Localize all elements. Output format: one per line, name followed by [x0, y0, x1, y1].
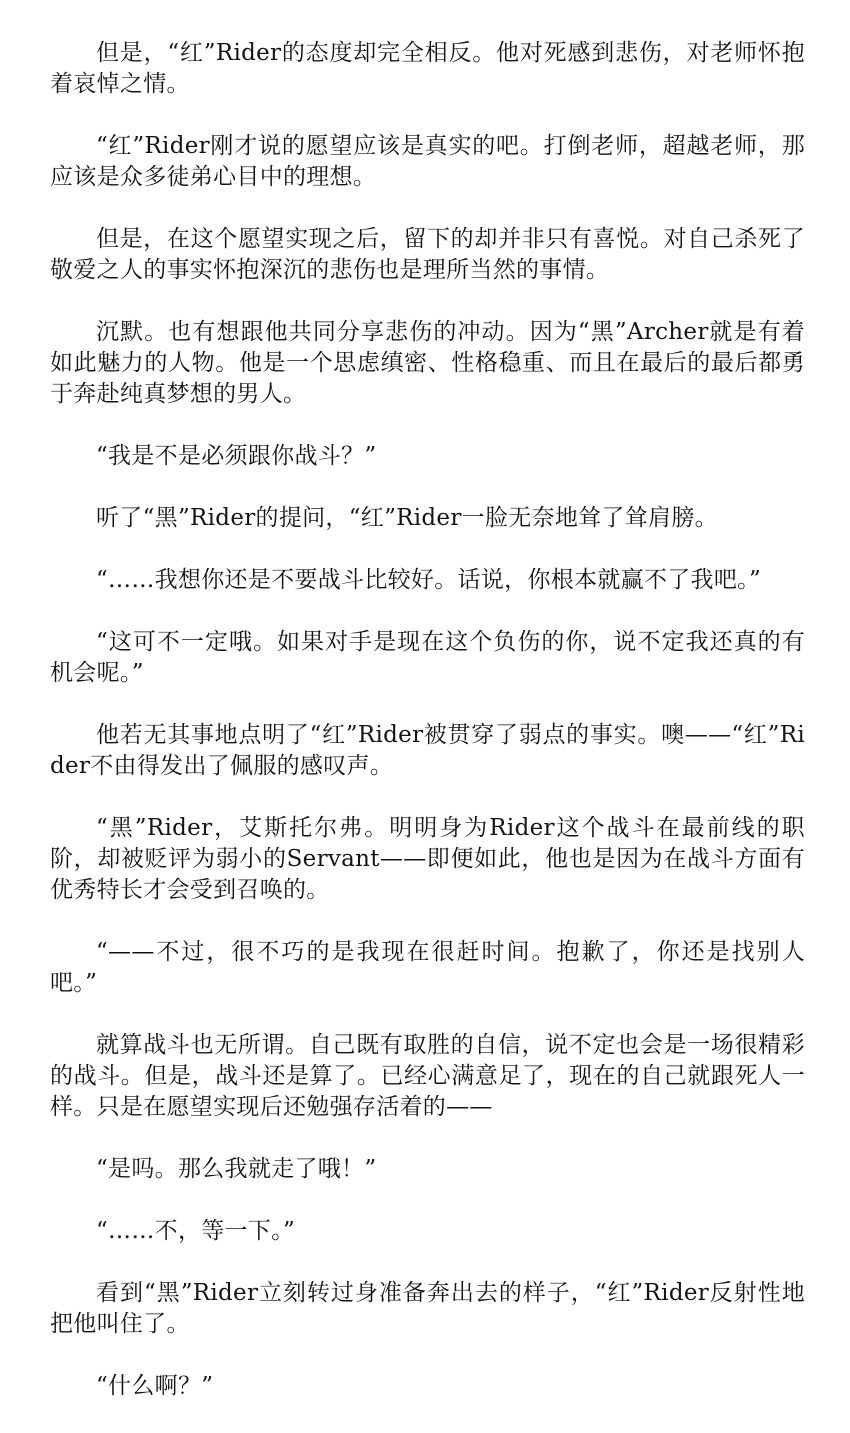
paragraph: “是吗。那么我就走了哦！”: [96, 1156, 377, 1182]
document-body: [50, 38, 805, 1433]
paragraph: “什么啊？”: [96, 1373, 214, 1399]
paragraph: “……我想你还是不要战斗比较好。话说，你根本就赢不了我吧。”: [96, 567, 762, 593]
paragraph: 就算战斗也无所谓。自己既有取胜的自信，说不定也会是一场很精彩的战斗。但是，战斗还是算了。已经心满意足了，现在的自己就跟死人一样。只是在愿望实现后还勉强存活着的——: [50, 1032, 805, 1120]
paragraph: “这可不一定哦。如果对手是现在这个负伤的你，说不定我还真的有机会呢。”: [50, 629, 805, 686]
paragraph: “——不过，很不巧的是我现在很赶时间。抱歉了，你还是找别人吧。”: [50, 939, 805, 996]
paragraph: 但是，“红”Rider的态度却完全相反。他对死感到悲伤，对老师怀抱着哀悼之情。: [50, 40, 805, 97]
paragraph: 他若无其事地点明了“红”Rider被贯穿了弱点的事实。噢——“红”Rider不由得发出了佩服的感叹声。: [50, 722, 805, 779]
paragraph: “黑”Rider，艾斯托尔弗。明明身为Rider这个战斗在最前线的职阶，却被贬评为弱小的Servant——即便如此，他也是因为在战斗方面有优秀特长才会受到召唤的。: [50, 815, 805, 903]
paragraph: 听了“黑”Rider的提问，“红”Rider一脸无奈地耸了耸肩膀。: [96, 505, 718, 531]
paragraph: “……不，等一下。”: [96, 1218, 296, 1244]
paragraph: 沉默。也有想跟他共同分享悲伤的冲动。因为“黑”Archer就是有着如此魅力的人物。他是一个思虑缜密、性格稳重、而且在最后的最后都勇于奔赴纯真梦想的男人。: [50, 319, 805, 407]
paragraph: 但是，在这个愿望实现之后，留下的却并非只有喜悦。对自己杀死了敬爱之人的事实怀抱深沉的悲伤也是理所当然的事情。: [50, 226, 805, 283]
paragraph: “我是不是必须跟你战斗？”: [96, 443, 377, 469]
paragraph: “红”Rider刚才说的愿望应该是真实的吧。打倒老师，超越老师，那应该是众多徒弟心目中的理想。: [50, 133, 805, 190]
paragraph: 看到“黑”Rider立刻转过身准备奔出去的样子，“红”Rider反射性地把他叫住了。: [50, 1280, 805, 1337]
